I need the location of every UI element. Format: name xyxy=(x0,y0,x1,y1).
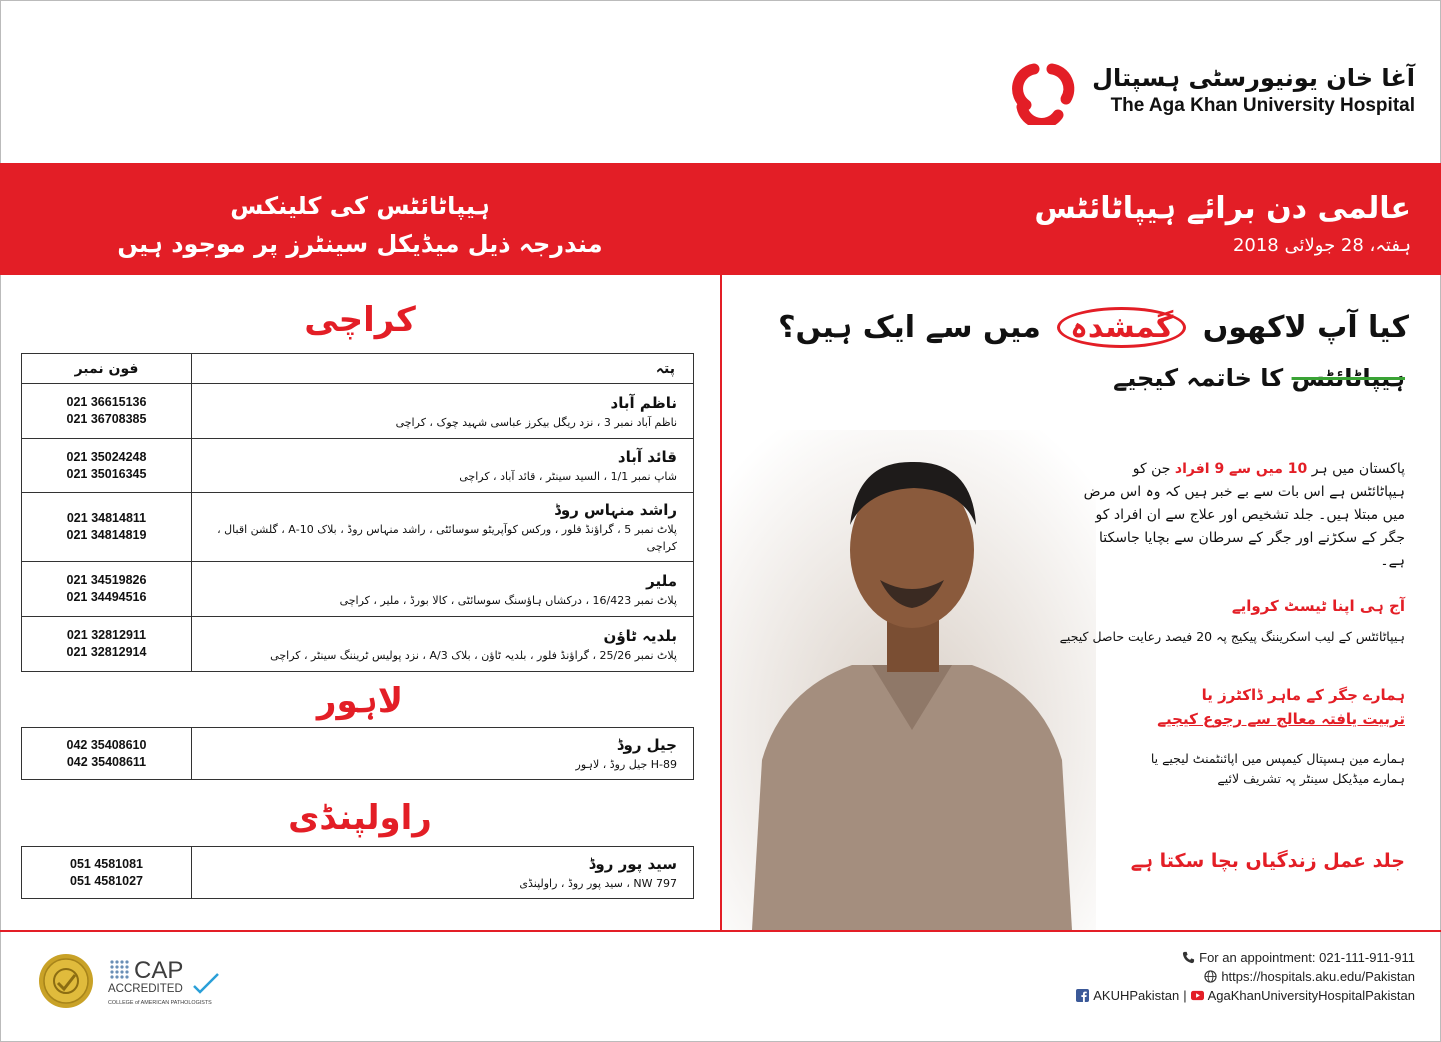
phone-number: 021 34494516 xyxy=(66,590,147,604)
paragraph-highlight: 10 میں سے 9 افراد xyxy=(1174,461,1308,477)
area-address: شاپ نمبر 1/1 ، السید سینٹر ، قائد آباد ، کراچی xyxy=(459,470,677,483)
hepatitis-day-title: عالمی دن برائے ہیپاٹائٹس xyxy=(1034,191,1411,226)
social-separator: | xyxy=(1183,988,1187,1003)
clinics-banner-line2: مندرجہ ذیل میڈیکل سینٹرز پر موجود ہیں xyxy=(117,230,603,258)
city-title-rawalpindi: راولپنڈی xyxy=(288,798,432,838)
campaign-headline xyxy=(778,307,1409,348)
phone-cell xyxy=(22,847,192,899)
phone-number: 051 4581081 xyxy=(70,856,143,871)
hepatitis-day-date: ہفتہ، 28 جولائی 2018 xyxy=(1232,235,1411,256)
area-address: NW 797 ، سید پور روڈ ، راولپنڈی xyxy=(519,877,677,890)
area-name: ناظم آباد xyxy=(610,393,677,412)
phone-number: 021 36615136 xyxy=(66,395,147,409)
rawalpindi-clinic-table xyxy=(21,846,694,899)
table-header-row xyxy=(22,354,694,384)
social-row xyxy=(1076,986,1415,1005)
address-cell xyxy=(192,384,694,439)
area-address: H-89 جیل روڈ ، لاہور xyxy=(575,758,677,771)
test-section-title: آج ہی اپنا ٹیسٹ کروایے xyxy=(1231,597,1405,615)
appointment-row xyxy=(1076,948,1415,967)
cap-title: CAP xyxy=(134,957,184,984)
table-row xyxy=(22,847,694,899)
city-title-lahore: لاہور xyxy=(316,681,404,721)
website-row xyxy=(1076,967,1415,986)
area-name: راشد منہاس روڈ xyxy=(554,501,677,519)
clinics-banner-line1: ہیپاٹائٹس کی کلینکس xyxy=(230,192,490,220)
clinics-banner xyxy=(0,163,720,275)
patient-portrait xyxy=(722,430,1096,930)
phone-cell xyxy=(22,384,192,439)
address-cell xyxy=(192,847,694,899)
table-row xyxy=(22,728,694,780)
youtube-icon xyxy=(1191,989,1204,1002)
phone-number: 021 36708385 xyxy=(66,412,147,426)
lahore-clinic-table xyxy=(21,727,694,780)
address-column-header: پتہ xyxy=(192,354,694,384)
phone-number: 051 4581027 xyxy=(70,873,143,888)
hepatitis-day-banner xyxy=(722,163,1441,275)
table-row xyxy=(22,384,694,439)
phone-number: 042 35408611 xyxy=(66,754,147,769)
phone-cell xyxy=(22,493,192,562)
test-section-text: ہیپاٹائٹس کے لیب اسکریننگ پیکیج پہ 20 فیصد رعایت حاصل کیجیے xyxy=(1059,629,1405,644)
doctor-section-text1: ہمارے مین ہسپتال کیمپس میں اپائنٹمنٹ لیجیے یا xyxy=(1150,751,1405,766)
area-name: ملیر xyxy=(646,571,677,590)
cap-organization: COLLEGE of AMERICAN PATHOLOGISTS xyxy=(108,1000,212,1006)
area-name: بلدیہ ٹاؤن xyxy=(603,626,677,645)
phone-number: 021 32812911 xyxy=(66,628,147,642)
table-row xyxy=(22,493,694,562)
address-cell xyxy=(192,617,694,672)
area-name: قائد آباد xyxy=(617,448,677,466)
struck-word: ہیپاٹائٹس xyxy=(1291,364,1405,392)
area-name: سید پور روڈ xyxy=(588,855,677,873)
aku-logo-icon xyxy=(1008,55,1078,125)
phone-number: 021 32812914 xyxy=(66,645,147,659)
phone-number: 021 35024248 xyxy=(66,449,147,464)
doctor-section-title2: تربیت یافتہ معالج سے رجوع کیجیے xyxy=(1157,710,1405,728)
paragraph-part2: جن کو ہیپاٹائٹس ہے اس بات سے بے خبر ہیں کہ وہ اس مرض میں مبتلا ہیں۔ جلد تشخیص اور علاج سے ان افراد کو جگر کے سکڑنے اور جگر کے سرطان سے بچایا جاسکتا ہے۔ xyxy=(1083,461,1405,569)
phone-number: 021 34814819 xyxy=(66,528,147,542)
phone-cell xyxy=(22,439,192,493)
address-cell xyxy=(192,728,694,780)
subheadline-rest: کا خاتمہ کیجیے xyxy=(1113,364,1284,392)
table-row xyxy=(22,617,694,672)
phone-column-header: فون نمبر xyxy=(22,354,192,384)
area-address: پلاٹ نمبر 16/423 ، درکشاں ہاؤسنگ سوسائٹی ، کالا بورڈ ، ملیر ، کراچی xyxy=(339,593,677,607)
paragraph-part1: پاکستان میں ہر xyxy=(1311,461,1405,477)
website-link[interactable]: https://hospitals.aku.edu/Pakistan xyxy=(1221,969,1415,984)
headline-part2: میں سے ایک ہیں؟ xyxy=(778,310,1041,345)
phone-number: 021 35016345 xyxy=(66,466,147,481)
facebook-icon xyxy=(1076,989,1089,1002)
youtube-link[interactable]: AgaKhanUniversityHospitalPakistan xyxy=(1207,988,1415,1003)
karachi-clinic-table xyxy=(21,353,694,672)
address-cell xyxy=(192,439,694,493)
phone-cell xyxy=(22,562,192,617)
doctor-section-title1: ہمارے جگر کے ماہر ڈاکٹرز یا xyxy=(1201,686,1405,704)
headline-circled-word: گمشدہ xyxy=(1057,307,1186,348)
area-address: ناظم آباد نمبر 3 ، نزد ریگل بیکرز عباسی شہید چوک ، کراچی xyxy=(395,415,677,429)
phone-cell xyxy=(22,728,192,780)
headline-part1: کیا آپ لاکھوں xyxy=(1202,310,1409,345)
phone-number: 021 34814811 xyxy=(66,511,147,525)
area-name: جیل روڈ xyxy=(616,736,677,754)
phone-number: 021 34519826 xyxy=(66,573,147,587)
area-address: پلاٹ نمبر 5 ، گراؤنڈ فلور ، ورکس کوآپریٹو سوسائٹی ، راشد منہاس روڈ ، بلاک 10-A ، گلشن اقبال ، کراچی xyxy=(217,523,677,553)
appointment-number[interactable]: For an appointment: 021-111-911-911 xyxy=(1199,950,1415,965)
city-title-karachi: کراچی xyxy=(304,300,416,340)
brand-name-urdu: آغا خان یونیورسٹی ہسپتال xyxy=(1092,64,1415,92)
brand-name-english: The Aga Khan University Hospital xyxy=(1110,95,1415,116)
globe-icon xyxy=(1204,970,1217,983)
contact-info xyxy=(1076,948,1415,1005)
closing-slogan: جلد عمل زندگیاں بچا سکتا ہے xyxy=(1130,850,1405,872)
cap-subtitle: ACCREDITED xyxy=(108,983,183,995)
area-address: پلاٹ نمبر 25/26 ، گراؤنڈ فلور ، بلدیہ ٹاؤن ، بلاک A/3 ، نزد پولیس ٹریننگ سینٹر ، کراچی xyxy=(270,648,677,662)
campaign-subheadline xyxy=(1113,364,1405,392)
table-row xyxy=(22,562,694,617)
facebook-link[interactable]: AKUHPakistan xyxy=(1093,988,1180,1003)
phone-cell xyxy=(22,617,192,672)
cap-accredited-icon xyxy=(106,956,230,1008)
address-cell xyxy=(192,562,694,617)
awareness-paragraph xyxy=(1075,458,1405,573)
table-row xyxy=(22,439,694,493)
phone-number: 042 35408610 xyxy=(66,737,147,752)
doctor-section-text2: ہمارے میڈیکل سینٹر پہ تشریف لائیے xyxy=(1217,771,1405,786)
footer-divider xyxy=(0,930,1441,932)
phone-icon xyxy=(1182,951,1195,964)
hospital-logo xyxy=(1008,55,1415,125)
jci-seal-icon xyxy=(38,953,94,1009)
address-cell xyxy=(192,493,694,562)
